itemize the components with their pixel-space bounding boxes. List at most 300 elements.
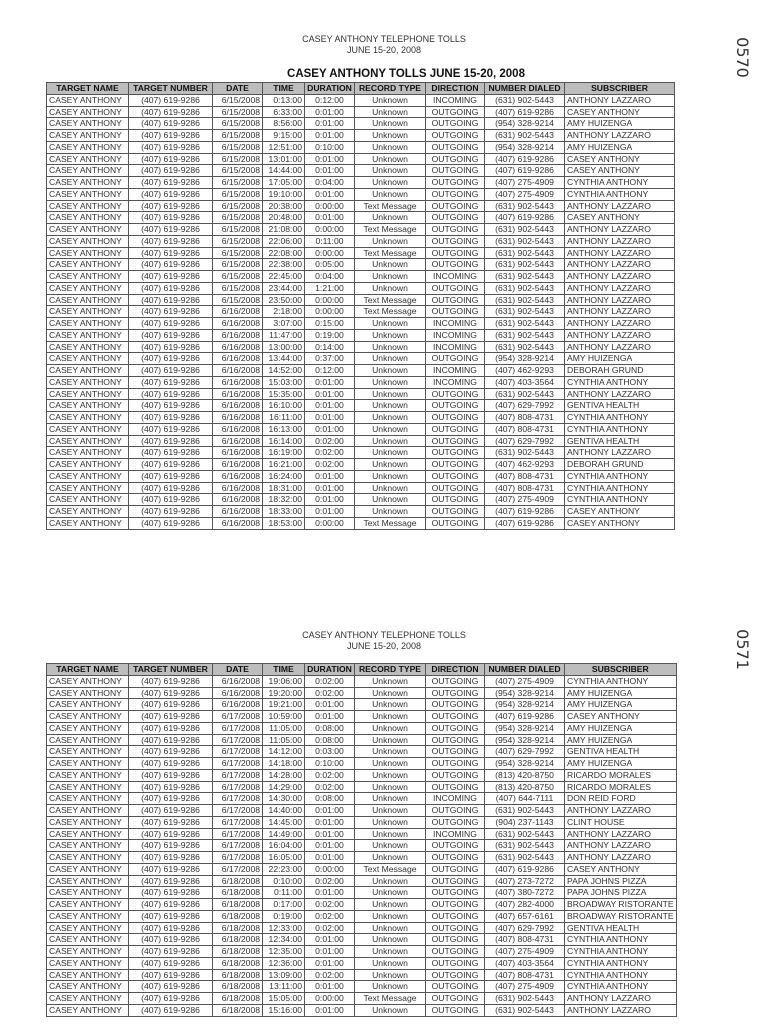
- cell-time: 14:40:00: [263, 805, 305, 817]
- table-row: [47, 1004, 677, 1016]
- cell-record-type: Unknown: [355, 981, 426, 993]
- cell-target-number: (407) 619-9286: [129, 271, 213, 283]
- cell-time: 12:35:00: [263, 946, 305, 958]
- cell-record-type: Unknown: [355, 106, 426, 118]
- cell-target-number: (407) 619-9286: [129, 687, 213, 699]
- cell-direction: OUTGOING: [426, 899, 485, 911]
- cell-record-type: Unknown: [355, 188, 426, 200]
- table-row: [47, 957, 677, 969]
- cell-subscriber: CASEY ANTHONY: [565, 863, 677, 875]
- cell-date: 6/18/2008: [213, 993, 263, 1005]
- cell-target-name: CASEY ANTHONY: [47, 271, 129, 283]
- cell-duration: 0:00:00: [305, 247, 355, 259]
- cell-subscriber: CYNTHIA ANTHONY: [565, 177, 675, 189]
- cell-date: 6/18/2008: [213, 981, 263, 993]
- cell-duration: 0:00:00: [305, 306, 355, 318]
- cell-record-type: Unknown: [355, 153, 426, 165]
- table-row: [47, 805, 677, 817]
- cell-time: 13:01:00: [263, 153, 305, 165]
- cell-subscriber: CASEY ANTHONY: [565, 711, 677, 723]
- cell-subscriber: ANTHONY LAZZARO: [565, 341, 675, 353]
- cell-number-dialed: (954) 328-9214: [485, 722, 565, 734]
- cell-subscriber: AMY HUIZENGA: [565, 734, 677, 746]
- cell-target-number: (407) 619-9286: [129, 94, 213, 106]
- cell-target-name: CASEY ANTHONY: [47, 875, 129, 887]
- cell-record-type: Unknown: [355, 94, 426, 106]
- cell-target-name: CASEY ANTHONY: [47, 153, 129, 165]
- cell-duration: 0:01:00: [305, 376, 355, 388]
- cell-time: 8:56:00: [263, 118, 305, 130]
- cell-target-number: (407) 619-9286: [129, 282, 213, 294]
- cell-number-dialed: (407) 275-4909: [485, 981, 565, 993]
- cell-direction: OUTGOING: [426, 969, 485, 981]
- cell-target-name: CASEY ANTHONY: [47, 118, 129, 130]
- cell-duration: 0:01:00: [305, 887, 355, 899]
- cell-direction: OUTGOING: [426, 247, 485, 259]
- cell-target-number: (407) 619-9286: [129, 875, 213, 887]
- cell-record-type: Unknown: [355, 805, 426, 817]
- cell-time: 19:21:00: [263, 699, 305, 711]
- cell-time: 0:19:00: [263, 910, 305, 922]
- table-row: [47, 816, 677, 828]
- cell-target-number: (407) 619-9286: [129, 224, 213, 236]
- cell-target-name: CASEY ANTHONY: [47, 699, 129, 711]
- cell-target-number: (407) 619-9286: [129, 329, 213, 341]
- cell-target-name: CASEY ANTHONY: [47, 235, 129, 247]
- cell-record-type: Unknown: [355, 165, 426, 177]
- cell-subscriber: AMY HUIZENGA: [565, 699, 677, 711]
- cell-duration: 0:02:00: [305, 769, 355, 781]
- cell-time: 12:36:00: [263, 957, 305, 969]
- cell-date: 6/17/2008: [213, 758, 263, 770]
- cell-target-name: CASEY ANTHONY: [47, 130, 129, 142]
- cell-duration: 0:02:00: [305, 687, 355, 699]
- cell-target-number: (407) 619-9286: [129, 165, 213, 177]
- cell-target-number: (407) 619-9286: [129, 722, 213, 734]
- cell-subscriber: ANTHONY LAZZARO: [565, 247, 675, 259]
- cell-record-type: Unknown: [355, 506, 426, 518]
- cell-subscriber: CYNTHIA ANTHONY: [565, 188, 675, 200]
- cell-direction: OUTGOING: [426, 306, 485, 318]
- cell-record-type: Unknown: [355, 934, 426, 946]
- cell-target-number: (407) 619-9286: [129, 388, 213, 400]
- cell-duration: 0:01:00: [305, 412, 355, 424]
- cell-record-type: Unknown: [355, 318, 426, 330]
- cell-target-number: (407) 619-9286: [129, 934, 213, 946]
- cell-subscriber: ANTHONY LAZZARO: [565, 282, 675, 294]
- cell-date: 6/15/2008: [213, 141, 263, 153]
- cell-direction: INCOMING: [426, 271, 485, 283]
- cell-subscriber: ANTHONY LAZZARO: [565, 271, 675, 283]
- table-row: [47, 435, 675, 447]
- cell-number-dialed: (954) 328-9214: [485, 141, 565, 153]
- column-header-number-dialed: NUMBER DIALED: [485, 83, 565, 95]
- cell-record-type: Unknown: [355, 388, 426, 400]
- cell-duration: 0:01:00: [305, 388, 355, 400]
- table-row: [47, 969, 677, 981]
- cell-record-type: Unknown: [355, 130, 426, 142]
- cell-time: 18:31:00: [263, 482, 305, 494]
- cell-direction: OUTGOING: [426, 722, 485, 734]
- cell-time: 22:08:00: [263, 247, 305, 259]
- cell-record-type: Unknown: [355, 711, 426, 723]
- cell-direction: OUTGOING: [426, 130, 485, 142]
- cell-date: 6/16/2008: [213, 306, 263, 318]
- cell-date: 6/18/2008: [213, 946, 263, 958]
- cell-time: 14:45:00: [263, 816, 305, 828]
- cell-time: 0:17:00: [263, 899, 305, 911]
- cell-number-dialed: (407) 619-9286: [485, 165, 565, 177]
- cell-time: 18:33:00: [263, 506, 305, 518]
- table-row: [47, 781, 677, 793]
- cell-target-name: CASEY ANTHONY: [47, 259, 129, 271]
- cell-date: 6/16/2008: [213, 353, 263, 365]
- cell-record-type: Unknown: [355, 341, 426, 353]
- table-row: [47, 247, 675, 259]
- column-header-duration: DURATION: [305, 664, 355, 676]
- cell-date: 6/18/2008: [213, 922, 263, 934]
- cell-number-dialed: (954) 328-9214: [485, 118, 565, 130]
- cell-record-type: Unknown: [355, 899, 426, 911]
- page2-header-title: CASEY ANTHONY TELEPHONE TOLLS: [302, 630, 466, 640]
- cell-direction: OUTGOING: [426, 875, 485, 887]
- table-row: [47, 153, 675, 165]
- cell-direction: OUTGOING: [426, 106, 485, 118]
- cell-subscriber: PAPA JOHNS PIZZA: [565, 875, 677, 887]
- cell-record-type: Unknown: [355, 910, 426, 922]
- cell-number-dialed: (407) 619-9286: [485, 506, 565, 518]
- cell-duration: 0:00:00: [305, 294, 355, 306]
- cell-direction: OUTGOING: [426, 816, 485, 828]
- cell-target-name: CASEY ANTHONY: [47, 722, 129, 734]
- table-row: [47, 329, 675, 341]
- cell-direction: OUTGOING: [426, 852, 485, 864]
- cell-record-type: Unknown: [355, 435, 426, 447]
- cell-record-type: Unknown: [355, 793, 426, 805]
- cell-direction: INCOMING: [426, 341, 485, 353]
- cell-target-number: (407) 619-9286: [129, 118, 213, 130]
- cell-record-type: Unknown: [355, 259, 426, 271]
- cell-number-dialed: (631) 902-5443: [485, 94, 565, 106]
- cell-target-number: (407) 619-9286: [129, 153, 213, 165]
- cell-duration: 0:03:00: [305, 746, 355, 758]
- cell-target-number: (407) 619-9286: [129, 946, 213, 958]
- cell-duration: 0:19:00: [305, 329, 355, 341]
- cell-number-dialed: (631) 902-5443: [485, 130, 565, 142]
- cell-target-number: (407) 619-9286: [129, 758, 213, 770]
- cell-duration: 0:02:00: [305, 922, 355, 934]
- cell-number-dialed: (631) 902-5443: [485, 306, 565, 318]
- cell-direction: OUTGOING: [426, 758, 485, 770]
- cell-target-name: CASEY ANTHONY: [47, 957, 129, 969]
- cell-target-number: (407) 619-9286: [129, 506, 213, 518]
- cell-target-number: (407) 619-9286: [129, 675, 213, 687]
- cell-time: 16:24:00: [263, 470, 305, 482]
- cell-target-number: (407) 619-9286: [129, 699, 213, 711]
- cell-subscriber: GENTIVA HEALTH: [565, 922, 677, 934]
- cell-time: 23:50:00: [263, 294, 305, 306]
- cell-direction: OUTGOING: [426, 863, 485, 875]
- cell-target-number: (407) 619-9286: [129, 711, 213, 723]
- cell-number-dialed: (407) 629-7992: [485, 435, 565, 447]
- table-row: [47, 863, 677, 875]
- cell-time: 13:00:00: [263, 341, 305, 353]
- cell-record-type: Unknown: [355, 141, 426, 153]
- cell-target-number: (407) 619-9286: [129, 376, 213, 388]
- cell-target-name: CASEY ANTHONY: [47, 177, 129, 189]
- cell-date: 6/17/2008: [213, 734, 263, 746]
- cell-record-type: Text Message: [355, 306, 426, 318]
- cell-direction: OUTGOING: [426, 482, 485, 494]
- cell-number-dialed: (407) 275-4909: [485, 494, 565, 506]
- cell-target-number: (407) 619-9286: [129, 993, 213, 1005]
- cell-target-name: CASEY ANTHONY: [47, 922, 129, 934]
- table-row: [47, 188, 675, 200]
- cell-number-dialed: (407) 380-7272: [485, 887, 565, 899]
- page2-bates-stamp: 0571: [732, 629, 752, 670]
- cell-date: 6/16/2008: [213, 400, 263, 412]
- cell-target-name: CASEY ANTHONY: [47, 224, 129, 236]
- cell-direction: INCOMING: [426, 94, 485, 106]
- cell-subscriber: GENTIVA HEALTH: [565, 746, 677, 758]
- cell-direction: OUTGOING: [426, 494, 485, 506]
- cell-duration: 0:37:00: [305, 353, 355, 365]
- column-header-direction: DIRECTION: [426, 664, 485, 676]
- cell-target-name: CASEY ANTHONY: [47, 106, 129, 118]
- cell-number-dialed: (407) 619-9286: [485, 212, 565, 224]
- table-row: [47, 734, 677, 746]
- cell-date: 6/15/2008: [213, 94, 263, 106]
- table-row: [47, 353, 675, 365]
- cell-target-number: (407) 619-9286: [129, 294, 213, 306]
- page2-header-dates: JUNE 15-20, 2008: [346, 641, 422, 651]
- cell-duration: 1:21:00: [305, 282, 355, 294]
- cell-target-name: CASEY ANTHONY: [47, 435, 129, 447]
- cell-date: 6/16/2008: [213, 470, 263, 482]
- cell-target-number: (407) 619-9286: [129, 734, 213, 746]
- cell-duration: 0:01:00: [305, 212, 355, 224]
- cell-record-type: Unknown: [355, 365, 426, 377]
- page2-header: [0, 630, 768, 652]
- cell-number-dialed: (407) 273-7272: [485, 875, 565, 887]
- cell-subscriber: CYNTHIA ANTHONY: [565, 376, 675, 388]
- cell-direction: OUTGOING: [426, 353, 485, 365]
- cell-number-dialed: (407) 403-3564: [485, 376, 565, 388]
- cell-duration: 0:02:00: [305, 875, 355, 887]
- cell-duration: 0:11:00: [305, 235, 355, 247]
- cell-direction: OUTGOING: [426, 922, 485, 934]
- table-row: [47, 934, 677, 946]
- cell-subscriber: CYNTHIA ANTHONY: [565, 494, 675, 506]
- cell-target-name: CASEY ANTHONY: [47, 769, 129, 781]
- cell-target-name: CASEY ANTHONY: [47, 734, 129, 746]
- table-header-row: [47, 664, 677, 676]
- cell-subscriber: ANTHONY LAZZARO: [565, 200, 675, 212]
- cell-date: 6/16/2008: [213, 447, 263, 459]
- cell-time: 16:19:00: [263, 447, 305, 459]
- cell-record-type: Unknown: [355, 734, 426, 746]
- cell-number-dialed: (631) 902-5443: [485, 828, 565, 840]
- column-header-direction: DIRECTION: [426, 83, 485, 95]
- cell-target-number: (407) 619-9286: [129, 852, 213, 864]
- cell-direction: OUTGOING: [426, 400, 485, 412]
- column-header-date: DATE: [213, 83, 263, 95]
- cell-time: 0:10:00: [263, 875, 305, 887]
- cell-record-type: Unknown: [355, 828, 426, 840]
- cell-subscriber: ANTHONY LAZZARO: [565, 306, 675, 318]
- cell-direction: OUTGOING: [426, 200, 485, 212]
- cell-target-number: (407) 619-9286: [129, 863, 213, 875]
- cell-record-type: Unknown: [355, 957, 426, 969]
- cell-subscriber: ANTHONY LAZZARO: [565, 259, 675, 271]
- cell-subscriber: AMY HUIZENGA: [565, 353, 675, 365]
- cell-record-type: Unknown: [355, 459, 426, 471]
- cell-number-dialed: (407) 808-4731: [485, 934, 565, 946]
- cell-duration: 0:00:00: [305, 993, 355, 1005]
- cell-target-name: CASEY ANTHONY: [47, 400, 129, 412]
- cell-direction: OUTGOING: [426, 259, 485, 271]
- cell-direction: OUTGOING: [426, 769, 485, 781]
- table-row: [47, 993, 677, 1005]
- table-row: [47, 852, 677, 864]
- cell-record-type: Unknown: [355, 235, 426, 247]
- cell-date: 6/16/2008: [213, 376, 263, 388]
- cell-time: 14:52:00: [263, 365, 305, 377]
- cell-number-dialed: (407) 808-4731: [485, 969, 565, 981]
- cell-subscriber: ANTHONY LAZZARO: [565, 235, 675, 247]
- cell-number-dialed: (904) 237-1143: [485, 816, 565, 828]
- cell-record-type: Unknown: [355, 353, 426, 365]
- cell-record-type: Unknown: [355, 922, 426, 934]
- cell-time: 9:15:00: [263, 130, 305, 142]
- cell-number-dialed: (631) 902-5443: [485, 294, 565, 306]
- cell-time: 13:09:00: [263, 969, 305, 981]
- table-row: [47, 235, 675, 247]
- cell-record-type: Unknown: [355, 946, 426, 958]
- tolls-table-page1: [46, 82, 675, 530]
- cell-direction: OUTGOING: [426, 188, 485, 200]
- cell-target-number: (407) 619-9286: [129, 130, 213, 142]
- cell-target-name: CASEY ANTHONY: [47, 675, 129, 687]
- cell-direction: INCOMING: [426, 318, 485, 330]
- cell-record-type: Unknown: [355, 177, 426, 189]
- cell-time: 22:45:00: [263, 271, 305, 283]
- cell-subscriber: ANTHONY LAZZARO: [565, 828, 677, 840]
- cell-target-name: CASEY ANTHONY: [47, 781, 129, 793]
- cell-date: 6/16/2008: [213, 517, 263, 529]
- cell-duration: 0:01:00: [305, 165, 355, 177]
- cell-target-number: (407) 619-9286: [129, 247, 213, 259]
- cell-duration: 0:01:00: [305, 699, 355, 711]
- table-row: [47, 711, 677, 723]
- cell-date: 6/18/2008: [213, 887, 263, 899]
- cell-target-number: (407) 619-9286: [129, 482, 213, 494]
- cell-time: 22:23:00: [263, 863, 305, 875]
- cell-duration: 0:08:00: [305, 793, 355, 805]
- cell-target-number: (407) 619-9286: [129, 840, 213, 852]
- cell-subscriber: ANTHONY LAZZARO: [565, 329, 675, 341]
- cell-time: 11:05:00: [263, 722, 305, 734]
- column-header-subscriber: SUBSCRIBER: [565, 664, 677, 676]
- cell-direction: OUTGOING: [426, 981, 485, 993]
- cell-duration: 0:02:00: [305, 675, 355, 687]
- cell-date: 6/17/2008: [213, 781, 263, 793]
- cell-subscriber: AMY HUIZENGA: [565, 722, 677, 734]
- cell-subscriber: ANTHONY LAZZARO: [565, 224, 675, 236]
- cell-direction: OUTGOING: [426, 235, 485, 247]
- cell-time: 14:49:00: [263, 828, 305, 840]
- cell-target-name: CASEY ANTHONY: [47, 1004, 129, 1016]
- cell-target-number: (407) 619-9286: [129, 141, 213, 153]
- cell-target-name: CASEY ANTHONY: [47, 447, 129, 459]
- cell-target-number: (407) 619-9286: [129, 981, 213, 993]
- cell-target-number: (407) 619-9286: [129, 494, 213, 506]
- cell-time: 17:05:00: [263, 177, 305, 189]
- table-row: [47, 828, 677, 840]
- table-row: [47, 887, 677, 899]
- cell-target-number: (407) 619-9286: [129, 910, 213, 922]
- cell-subscriber: CYNTHIA ANTHONY: [565, 412, 675, 424]
- table-row: [47, 294, 675, 306]
- cell-target-number: (407) 619-9286: [129, 899, 213, 911]
- cell-subscriber: CASEY ANTHONY: [565, 517, 675, 529]
- cell-record-type: Unknown: [355, 746, 426, 758]
- cell-number-dialed: (407) 657-6161: [485, 910, 565, 922]
- cell-time: 14:28:00: [263, 769, 305, 781]
- table-row: [47, 165, 675, 177]
- cell-direction: OUTGOING: [426, 699, 485, 711]
- cell-time: 20:48:00: [263, 212, 305, 224]
- cell-target-number: (407) 619-9286: [129, 922, 213, 934]
- cell-subscriber: ANTHONY LAZZARO: [565, 447, 675, 459]
- cell-date: 6/16/2008: [213, 365, 263, 377]
- cell-subscriber: CYNTHIA ANTHONY: [565, 946, 677, 958]
- cell-time: 19:06:00: [263, 675, 305, 687]
- table-row: [47, 306, 675, 318]
- cell-target-number: (407) 619-9286: [129, 828, 213, 840]
- page1-bates-stamp: 0570: [732, 37, 752, 78]
- cell-direction: OUTGOING: [426, 887, 485, 899]
- cell-date: 6/17/2008: [213, 828, 263, 840]
- cell-record-type: Unknown: [355, 1004, 426, 1016]
- table-row: [47, 141, 675, 153]
- cell-date: 6/16/2008: [213, 341, 263, 353]
- cell-date: 6/15/2008: [213, 212, 263, 224]
- cell-record-type: Unknown: [355, 887, 426, 899]
- table-row: [47, 94, 675, 106]
- cell-direction: OUTGOING: [426, 447, 485, 459]
- cell-record-type: Text Message: [355, 224, 426, 236]
- cell-subscriber: ANTHONY LAZZARO: [565, 388, 675, 400]
- table-row: [47, 412, 675, 424]
- cell-record-type: Unknown: [355, 675, 426, 687]
- cell-time: 0:11:00: [263, 887, 305, 899]
- cell-number-dialed: (631) 902-5443: [485, 318, 565, 330]
- cell-subscriber: CYNTHIA ANTHONY: [565, 423, 675, 435]
- cell-time: 15:16:00: [263, 1004, 305, 1016]
- cell-target-number: (407) 619-9286: [129, 259, 213, 271]
- cell-number-dialed: (631) 902-5443: [485, 341, 565, 353]
- cell-number-dialed: (407) 808-4731: [485, 482, 565, 494]
- cell-time: 21:08:00: [263, 224, 305, 236]
- cell-record-type: Text Message: [355, 294, 426, 306]
- cell-direction: OUTGOING: [426, 840, 485, 852]
- cell-duration: 0:01:00: [305, 130, 355, 142]
- cell-time: 20:38:00: [263, 200, 305, 212]
- column-header-time: TIME: [263, 664, 305, 676]
- cell-number-dialed: (407) 619-9286: [485, 153, 565, 165]
- cell-direction: OUTGOING: [426, 141, 485, 153]
